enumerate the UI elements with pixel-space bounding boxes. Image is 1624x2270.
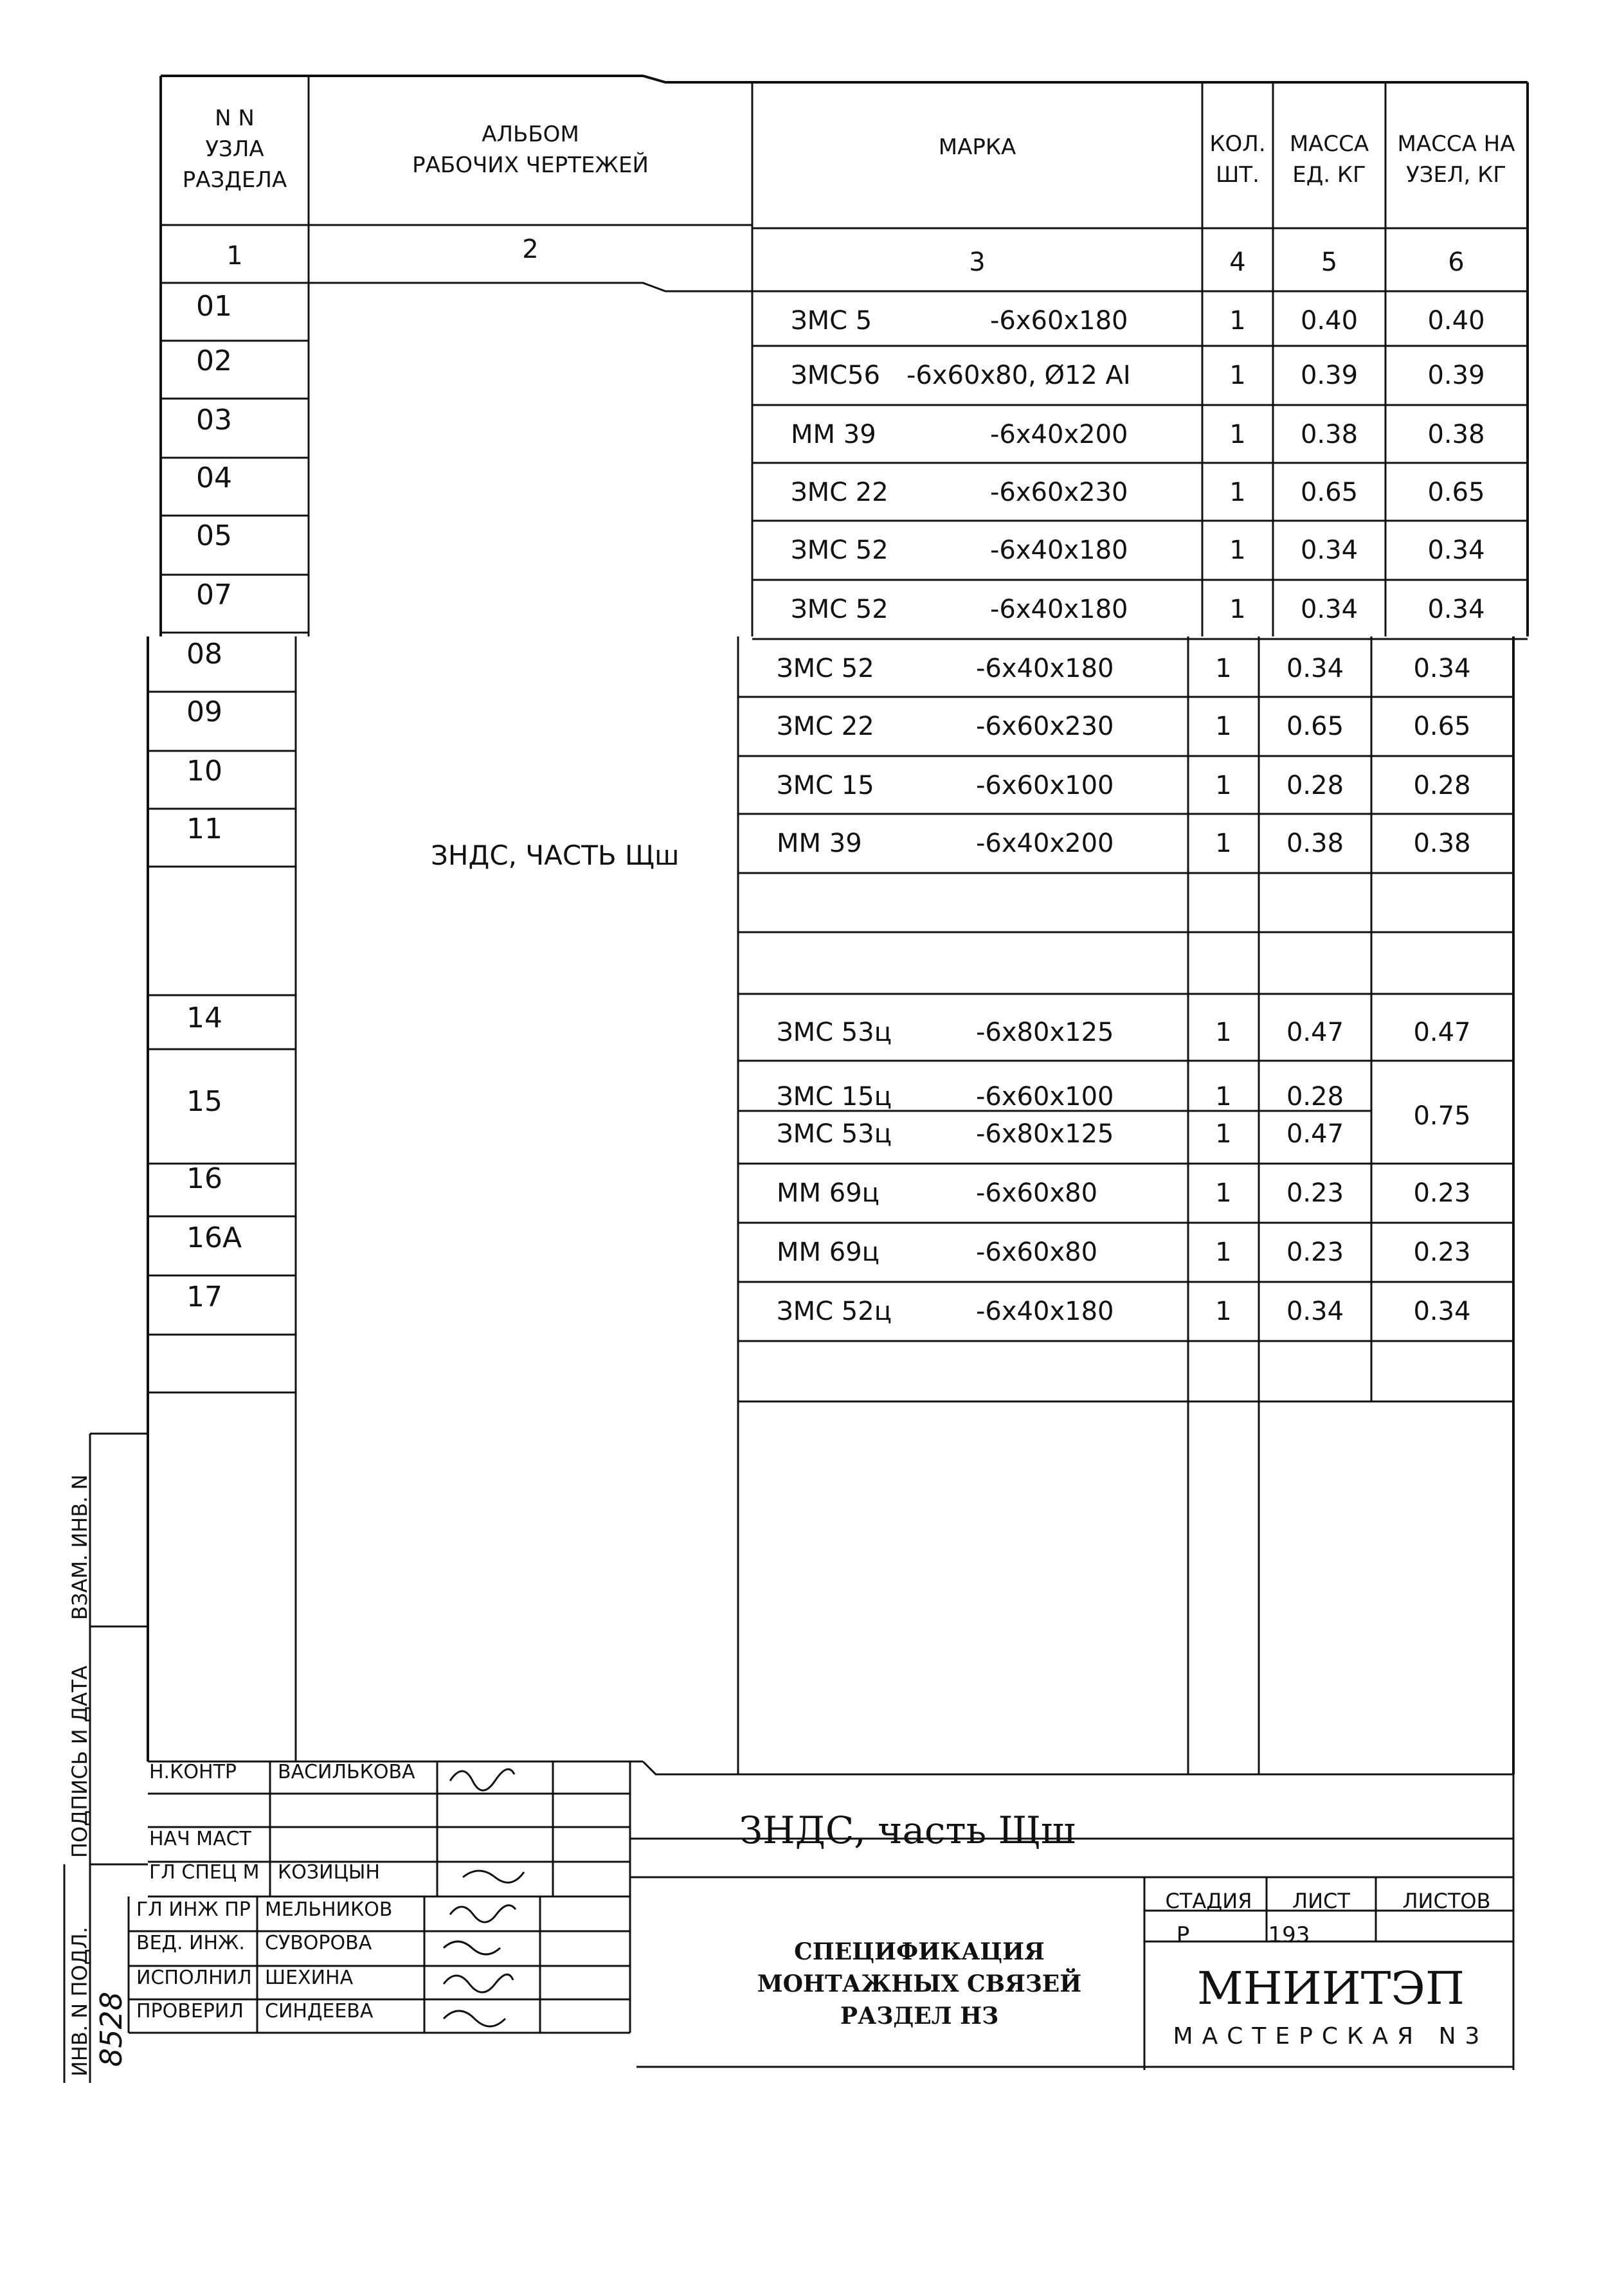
row-qty: 1 [1215,1297,1232,1326]
inv-original-label: ИНВ. N ПОДЛ. [68,1927,92,2076]
row-mass-unit: 0.34 [1286,654,1344,683]
row-mark: ММ 69ц [777,1178,880,1208]
row-mass-node: 0.34 [1413,1297,1471,1326]
row-qty: 1 [1215,1178,1232,1208]
album-label: ЗНДС, ЧАСТЬ Щш [431,840,680,871]
row-mark: ЗМС 15 [777,771,874,800]
frame-top [161,76,1528,82]
handwritten-signature [463,1871,524,1882]
row-mass-unit: 0.38 [1300,420,1358,449]
signature-date-label: ПОДПИСЬ И ДАТА [68,1665,92,1858]
row-size: -6x60x80 [976,1238,1098,1267]
header-mass-unit: МАССА ЕД. КГ [1289,131,1369,188]
signature-role: ГЛ СПЕЦ М [149,1861,260,1884]
col-number-6: 6 [1448,248,1465,277]
row-qty: 1 [1215,654,1232,683]
row-mark: ЗМС 52 [777,654,874,683]
row-node-number: 08 [186,638,222,671]
header-album: АЛЬБОМ РАБОЧИХ ЧЕРТЕЖЕЙ [412,122,649,178]
row-size: -6x60x100 [976,771,1114,800]
header-qty: КОЛ. ШТ. [1209,131,1266,188]
row-qty: 1 [1215,1238,1232,1267]
doc-title-line-1: СПЕЦИФИКАЦИЯ [794,1938,1045,1965]
row-qty: 1 [1215,1082,1232,1112]
row-mass-unit: 0.23 [1286,1238,1344,1267]
row-mark: ЗМС 22 [777,712,874,741]
row-size: -6x40x200 [976,829,1114,858]
signature-name: ВАСИЛЬКОВА [278,1761,415,1783]
row-node-number: 01 [196,290,232,323]
row-mass-unit: 0.28 [1286,1082,1344,1112]
signature-role: ПРОВЕРИЛ [136,2000,244,2022]
signature-name: МЕЛЬНИКОВ [265,1898,393,1921]
row-node-number: 02 [196,345,232,377]
row-mass-unit: 0.40 [1300,306,1358,336]
row-size: -6x60x180 [990,306,1128,336]
row-mass-unit: 0.39 [1300,361,1358,390]
col-number-3: 3 [969,248,986,277]
row-mark: ЗМС56 [791,361,880,390]
row-mass-unit: 0.28 [1286,771,1344,800]
row-mass-node: 0.28 [1413,771,1471,800]
row-mark: ЗМС 53ц [777,1018,892,1047]
row-node-number: 11 [186,813,222,845]
row-mass-node: 0.23 [1413,1178,1471,1208]
row-mass-unit: 0.47 [1286,1018,1344,1047]
header-node-number: N N УЗЛА РАЗДЕЛА [182,105,287,193]
row-mass-node: 0.40 [1427,306,1485,336]
replace-inv-label: ВЗАМ. ИНВ. N [68,1474,92,1620]
sig-line [643,1761,1513,1774]
row-mark: ЗМС 52 [791,595,889,624]
row-size: -6x80x125 [976,1018,1114,1047]
row-size: -6x40x180 [990,536,1128,565]
row-mass-node: 0.39 [1427,361,1485,390]
row-mass-node: 0.38 [1413,829,1471,858]
row-mass-unit: 0.34 [1286,1297,1344,1326]
row-size: -6x60x230 [976,712,1114,741]
row-size: -6x60x80, Ø12 AI [907,361,1131,390]
row-mass-unit: 0.34 [1300,595,1358,624]
handwritten-signature [444,1974,513,1992]
row-size: -6x60x230 [990,478,1128,507]
row-size: -6x60x80 [976,1178,1098,1208]
row-node-number: 04 [196,462,232,494]
stage-header: СТАДИЯ [1165,1889,1252,1913]
header-mark: МАРКА [938,134,1016,160]
row-mass-node: 0.34 [1427,595,1485,624]
signature-name: ШЕХИНА [265,1967,354,1989]
row-qty: 1 [1215,712,1232,741]
handwritten-signature [450,1769,514,1790]
row-mark: ЗМС 15ц [777,1082,892,1112]
signature-name: КОЗИЦЫН [278,1861,380,1884]
inv-number: 8528 [94,1991,129,2067]
signature-role: ВЕД. ИНЖ. [136,1932,245,1954]
row-mass-node: 0.38 [1427,420,1485,449]
doc-title-line-3: РАЗДЕЛ НЗ [840,2003,999,2030]
row-size: -6x80x125 [976,1119,1114,1149]
header-mass-node: МАССА НА УЗЕЛ, КГ [1397,131,1515,188]
organization-name: МНИИТЭП [1196,1962,1465,2015]
row-mark: ЗМС 5 [791,306,872,336]
row-qty: 1 [1229,536,1246,565]
row-qty: 1 [1215,1018,1232,1047]
row-mass-node: 0.75 [1413,1101,1471,1131]
row-node-number: 14 [186,1002,222,1034]
row-mark: ММ 69ц [777,1238,880,1267]
row-mass-unit: 0.23 [1286,1178,1344,1208]
row-mass-node: 0.65 [1413,712,1471,741]
row-size: -6x40x180 [990,595,1128,624]
row-mark: ЗМС 52 [791,536,889,565]
row-mass-node: 0.23 [1413,1238,1471,1267]
row-node-number: 07 [196,579,232,611]
row-mark: ЗМС 53ц [777,1119,892,1149]
sheet-header: ЛИСТ [1292,1889,1350,1913]
row-size: -6x60x100 [976,1082,1114,1112]
col-number-2: 2 [522,235,539,264]
row-qty: 1 [1215,829,1232,858]
row-node-number: 09 [186,696,222,728]
signature-name: СУВОРОВА [265,1932,372,1954]
row-node-number: 16 [186,1162,222,1195]
row-mass-unit: 0.47 [1286,1119,1344,1149]
col-number-1: 1 [226,241,243,271]
signature-name: СИНДЕЕВА [265,2000,374,2022]
signature-role: ГЛ ИНЖ ПР [136,1898,251,1921]
row-mark: ЗМС 22 [791,478,889,507]
row-qty: 1 [1229,361,1246,390]
row-size: -6x40x180 [976,1297,1114,1326]
row-mass-unit: 0.65 [1286,712,1344,741]
row-mass-unit: 0.65 [1300,478,1358,507]
project-title: ЗНДС, часть Щш [739,1808,1076,1852]
row-mark: ММ 39 [777,829,862,858]
row-mass-unit: 0.38 [1286,829,1344,858]
row-qty: 1 [1215,1119,1232,1149]
row-qty: 1 [1229,420,1246,449]
workshop-name: МАСТЕРСКАЯ N3 [1173,2023,1489,2049]
row-size: -6x40x200 [990,420,1128,449]
row-node-number: 05 [196,519,232,552]
row-qty: 1 [1229,595,1246,624]
row-mark: ММ 39 [791,420,876,449]
row-node-number: 16А [186,1221,242,1254]
stage-value: Р [1176,1922,1190,1948]
handwritten-signature [450,1905,516,1922]
row-qty: 1 [1229,306,1246,336]
row-mass-node: 0.65 [1427,478,1485,507]
row-size: -6x40x180 [976,654,1114,683]
row-mark: ЗМС 52ц [777,1297,892,1326]
row-mass-unit: 0.34 [1300,536,1358,565]
row-node-number: 10 [186,755,222,788]
row-node-number: 15 [186,1085,222,1118]
sheets-header: ЛИСТОВ [1402,1889,1491,1913]
row-mass-node: 0.47 [1413,1018,1471,1047]
col-number-5: 5 [1321,248,1338,277]
row-mass-node: 0.34 [1427,536,1485,565]
row-node-number: 03 [196,404,232,437]
signature-role: ИСПОЛНИЛ [136,1967,252,1989]
col-number-bottom-line [161,283,1528,291]
signature-role: НАЧ МАСТ [149,1828,251,1850]
handwritten-signature [444,1941,500,1954]
handwritten-signature [444,2011,505,2026]
sheet-value: 193 [1268,1922,1310,1948]
doc-title-line-2: МОНТАЖНЫХ СВЯЗЕЙ [757,1970,1082,1997]
row-node-number: 17 [186,1281,222,1313]
col-number-4: 4 [1229,248,1246,277]
row-qty: 1 [1229,478,1246,507]
signature-role: Н.КОНТР [149,1761,237,1783]
row-qty: 1 [1215,771,1232,800]
row-mass-node: 0.34 [1413,654,1471,683]
